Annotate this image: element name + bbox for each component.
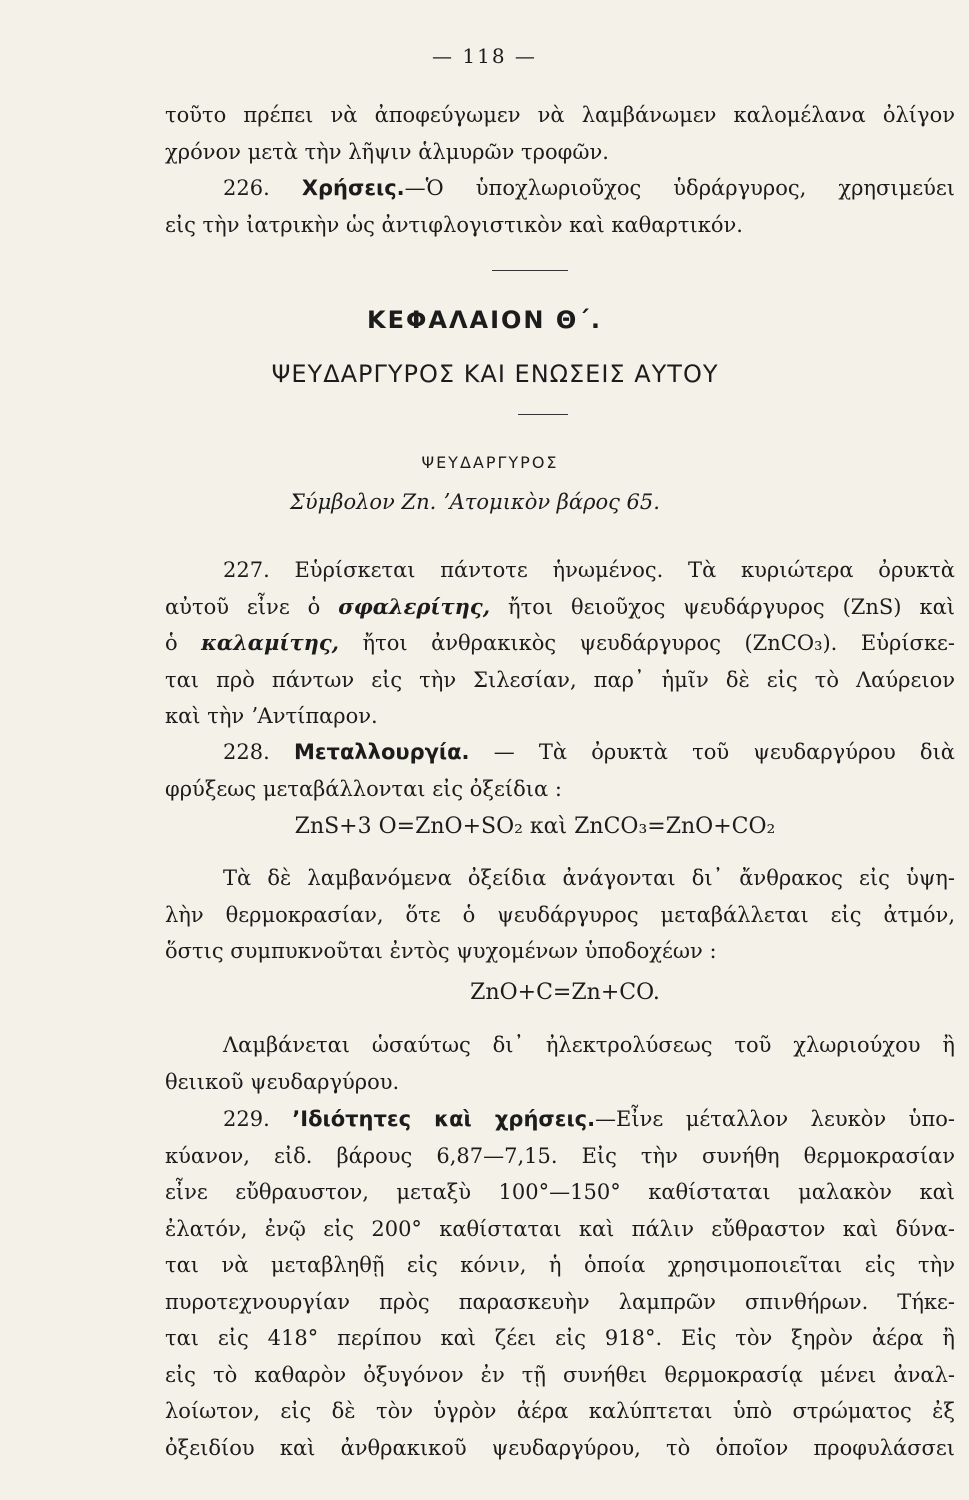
text-line: ἐλατόν, ἐνῷ εἰς 200° καθίσταται καὶ πάλιν εὔθραστον καὶ δύνα- xyxy=(165,1216,955,1241)
text-line xyxy=(165,625,955,662)
text-line: 227. Εὑρίσκεται πάντοτε ἡνωμένος. Τὰ κυριώτερα ὀρυκτὰ xyxy=(223,558,955,582)
text-line: ται πρὸ πάντων εἰς τὴν Σιλεσίαν, παρ᾽ ἡμῖν δὲ εἰς τὸ Λαύρειον xyxy=(165,667,955,692)
text-line: καὶ τὴν ʼΑντίπαρον. xyxy=(165,704,378,728)
text-line: πυροτεχνουργίαν πρὸς παρασκευὴν λαμπρῶν σπινθήρων. Τήκε- xyxy=(165,1289,955,1314)
text-line: ὀξειδίου καὶ ἀνθρακικοῦ ψευδαργύρου, τὸ ὁποῖον προφυλάσσει xyxy=(165,1435,955,1460)
text-span: —Εἶνε μέταλλον λευκὸν ὑπο- xyxy=(595,1107,955,1131)
chapter-label: ΚΕΦΑΛΑΙΟΝ Θ΄. xyxy=(366,306,602,334)
symbol-line: Σύμβολον Zn. ʼΑτομικὸν βάρος 65. xyxy=(290,490,660,514)
paragraph-226-first-line xyxy=(165,170,955,207)
paragraph-228-cont xyxy=(165,860,955,970)
text-line xyxy=(165,589,955,626)
page-number: — 118 — xyxy=(432,44,537,68)
paragraph-heading: ʼΙδιότητες καὶ χρήσεις. xyxy=(292,1107,596,1131)
paragraph-number: 229. xyxy=(223,1107,270,1131)
term-calamine: καλαμίτης, xyxy=(201,630,339,655)
text-line: χρόνον μετὰ τὴν λῆψιν ἁλμυρῶν τροφῶν. xyxy=(165,139,609,164)
divider xyxy=(492,270,568,271)
paragraph-number: 226. xyxy=(223,176,270,200)
text-line: Λαμβάνεται ὡσαύτως δι᾽ ἠλεκτρολύσεως τοῦ χλωριούχου ἢ xyxy=(223,1033,955,1057)
paragraph-228-first-line xyxy=(165,734,955,771)
text-line: λὴν θερμοκρασίαν, ὅτε ὁ ψευδάργυρος μεταβάλλεται εἰς ἀτμόν, xyxy=(165,902,955,927)
text-line: εἰς τὸ καθαρὸν ὀξυγόνον ἐν τῇ συνήθει θερμοκρασίᾳ μένει ἀναλ- xyxy=(165,1362,955,1387)
text-line: ται εἰς 418° περίπου καὶ ζέει εἰς 918°. Εἰς τὸν ξηρὸν ἀέρα ἢ xyxy=(165,1326,955,1350)
paragraph-227 xyxy=(165,552,955,735)
text-line: κύανον, εἰδ. βάρους 6,87—7,15. Εἰς τὴν συνήθη θερμοκρασίαν xyxy=(165,1143,955,1168)
text-line: φρύξεως μεταβάλλονται εἰς ὀξείδια : xyxy=(165,776,562,801)
section-top xyxy=(165,97,955,243)
paragraph-heading: Μεταλλουργία. xyxy=(293,740,470,764)
text-span: — Τὰ ὀρυκτὰ τοῦ ψευδαργύρου διὰ xyxy=(469,740,955,764)
text-line: εἰς τὴν ἰατρικὴν ὡς ἀντιφλογιστικὸν καὶ καθαρτικόν. xyxy=(165,212,743,237)
text-line: θειικοῦ ψευδαργύρου. xyxy=(165,1069,400,1094)
text-span: αὐτοῦ εἶνε ὁ xyxy=(165,594,339,619)
text-span: ἤτοι ἀνθρακικὸς ψευδάργυρος (ZnCO₃). Εὑρίσκε- xyxy=(338,631,955,655)
text-line: τοῦτο πρέπει νὰ ἀποφεύγωμεν νὰ λαμβάνωμεν καλομέλανα ὀλίγον xyxy=(165,103,955,127)
text-line: λοίωτον, εἰς δὲ τὸν ὑγρὸν ἀέρα καλύπτεται ὑπὸ στρώματος ἐξ xyxy=(165,1399,955,1423)
text-span: —Ὁ ὑποχλωριοῦχος ὑδράργυρος, χρησιμεύει xyxy=(404,176,955,200)
text-span: ἤτοι θειοῦχος ψευδάργυρος (ZnS) καὶ xyxy=(490,594,955,619)
paragraph-229-first-line xyxy=(165,1101,955,1138)
paragraph-heading: Χρήσεις. xyxy=(301,176,405,200)
paragraph-228-end xyxy=(165,1027,955,1100)
term-sphalerite: σφαλερίτης, xyxy=(338,593,491,619)
section-subtitle: ΨΕΥΔΑΡΓΥΡΟΣ xyxy=(421,453,559,472)
equation-reduction: ZnO+C=Zn+CO. xyxy=(470,980,660,1005)
text-line: Τὰ δὲ λαμβανόμενα ὀξείδια ἀνάγονται δι᾽ ἄνθρακος εἰς ὑψη- xyxy=(223,866,955,890)
divider xyxy=(518,414,568,415)
paragraph-number: 228. xyxy=(223,740,270,764)
equation-roasting: ZnS+3 O=ZnO+SO₂ καὶ ZnCO₃=ZnO+CO₂ xyxy=(294,814,776,839)
chapter-title: ΨΕΥΔΑΡΓΥΡΟΣ ΚΑΙ ΕΝΩΣΕΙΣ ΑΥΤΟΥ xyxy=(271,360,719,388)
text-span: ὁ xyxy=(165,631,202,655)
paragraph-228 xyxy=(165,734,955,807)
text-line: εἶνε εὔθραυστον, μεταξὺ 100°—150° καθίσταται μαλακὸν καὶ xyxy=(165,1180,955,1204)
text-line: ὅστις συμπυκνοῦται ἐντὸς ψυχομένων ὑποδοχέων : xyxy=(165,939,717,963)
text-line: ται νὰ μεταβληθῇ εἰς κόνιν, ἡ ὁποία χρησιμοποιεῖται εἰς τὴν xyxy=(165,1253,955,1277)
paragraph-229 xyxy=(165,1101,955,1466)
